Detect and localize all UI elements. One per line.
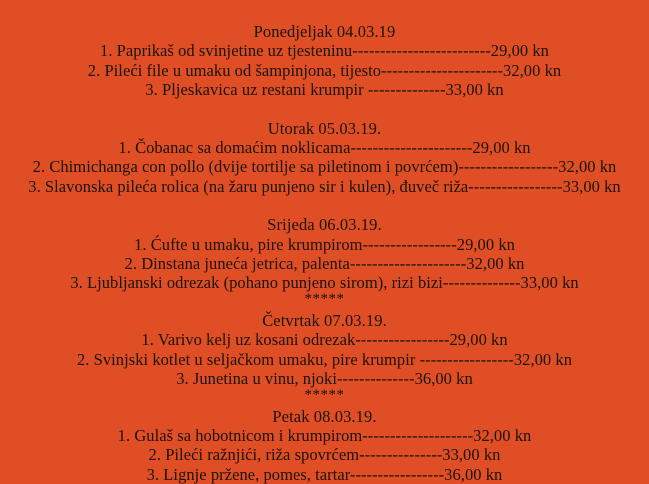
menu-item-line: 1. Čobanac sa domaćim noklicama----------------------29,00 kn (2, 138, 647, 157)
menu-item-line: 3. Ljubljanski odrezak (pohano punjeno sirom), rizi bizi--------------33,00 kn (2, 273, 647, 292)
day-heading: Četvrtak 07.03.19. (2, 311, 647, 330)
day-block-tuesday (2, 119, 647, 197)
day-heading: Utorak 05.03.19. (2, 119, 647, 138)
menu-item-line: 1. Varivo kelj uz kosani odrezak-----------------29,00 kn (2, 330, 647, 349)
day-heading: Petak 08.03.19. (2, 407, 647, 426)
day-heading: Srijeda 06.03.19. (2, 215, 647, 234)
menu-item-line: 2. Svinjski kotlet u seljačkom umaku, pire krumpir -----------------32,00 kn (2, 350, 647, 369)
menu-item-line: 3. Pljeskavica uz restani krumpir --------------33,00 kn (2, 80, 647, 99)
menu-item-line: 2. Chimichanga con pollo (dvije tortilje sa piletinom i povrćem)------------------32,00 kn (2, 157, 647, 176)
menu-item-line: 2. Pileći ražnjići, riža spovrćem---------------33,00 kn (2, 445, 647, 464)
asterisk-separator: ***** (2, 293, 647, 306)
menu-item-line: 2. Dinstana juneća jetrica, palenta---------------------32,00 kn (2, 254, 647, 273)
section-spacer (2, 100, 647, 119)
asterisk-separator: ***** (2, 389, 647, 402)
menu-item-line: 3. Lignje pržene, pomes, tartar-----------------36,00 kn (2, 465, 647, 484)
menu-item-line: 1. Paprikaš od svinjetine uz tjesteninu-------------------------29,00 kn (2, 41, 647, 60)
menu-item-line: 1. Ćufte u umaku, pire krumpirom-----------------29,00 kn (2, 235, 647, 254)
section-spacer (2, 196, 647, 215)
menu-item-line: 3. Junetina u vinu, njoki--------------36,00 kn (2, 369, 647, 388)
day-block-wednesday (2, 215, 647, 306)
day-block-thursday (2, 311, 647, 402)
day-block-friday (2, 407, 647, 484)
menu-item-line: 3. Slavonska pileća rolica (na žaru punjeno sir i kulen), đuveč riža-----------------33,00 kn (2, 177, 647, 196)
day-block-monday (2, 22, 647, 100)
day-heading: Ponedjeljak 04.03.19 (2, 22, 647, 41)
menu-item-line: 1. Gulaš sa hobotnicom i krumpirom--------------------32,00 kn (2, 426, 647, 445)
menu-item-line: 2. Pileći file u umaku od šampinjona, tijesto----------------------32,00 kn (2, 61, 647, 80)
